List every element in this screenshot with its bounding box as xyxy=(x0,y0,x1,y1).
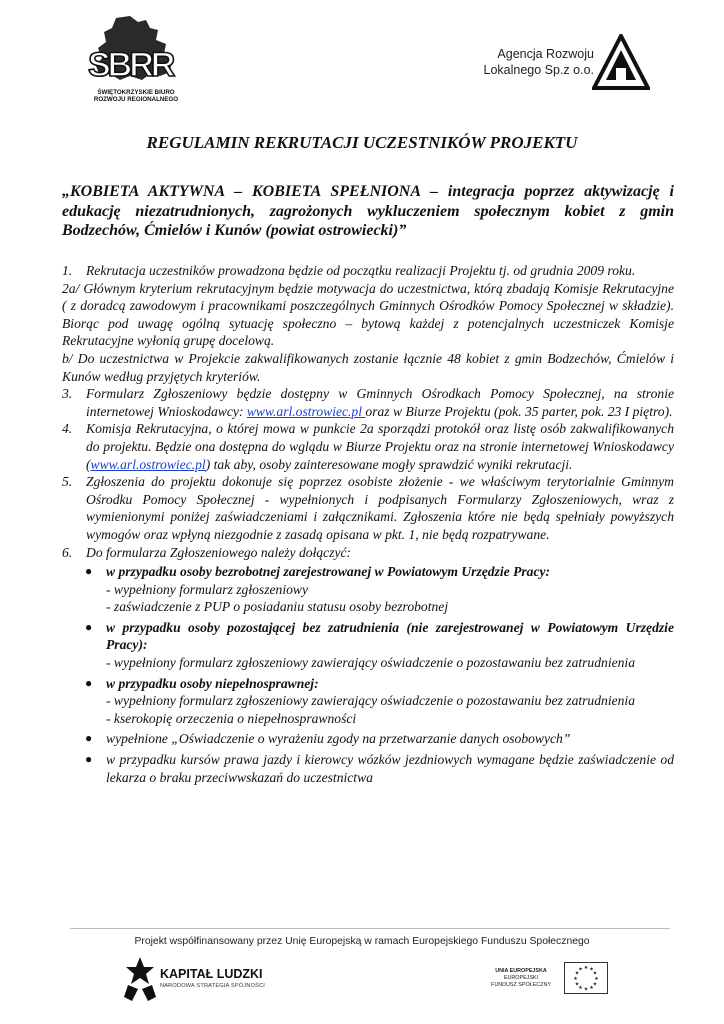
bullet-icon: ● xyxy=(85,731,93,746)
attachments-list xyxy=(62,563,674,786)
bullet-text: w przypadku kursów prawa jazdy i kierowcy wózków jezdniowych wymagane będzie zaświadczenie od lekarza o braku przeciwwskazań do uczestnictwa xyxy=(106,752,674,785)
bullet-subitem: - wypełniony formularz zgłoszeniowy zawierający oświadczenie o pozostawaniu bez zatrudnienia xyxy=(106,693,636,709)
list-item: 2a/ Głównym kryterium rekrutacyjnym będzie motywacja do uczestnictwa, którą zbadają Komisje Rekrutacyjne ( z doradcą zawodowym i pracownikami poszczególnych Gminnych Ośrodków Pomocy Społecznej w składzie). Biorąc pod uwagę ogólną sytuację społeczno – bytową każdej z potencjalnych uczestniczek Komisje Rekrutacyjne wyłonią grupę docelową. xyxy=(62,280,674,349)
svg-text:★: ★ xyxy=(592,970,598,977)
svg-text:★: ★ xyxy=(574,981,580,988)
bullet-heading: w przypadku osoby pozostającej bez zatrudnienia (nie zarejestrowanej w Powiatowym Urzędzie Pracy): xyxy=(106,619,674,653)
regulations-body xyxy=(62,262,674,789)
bullet-icon: ● xyxy=(85,752,93,767)
item-number: 3. xyxy=(62,386,73,402)
bullet-item xyxy=(85,619,674,672)
svg-text:★: ★ xyxy=(583,986,589,993)
item-text: Formularz Zgłoszeniowy będzie dostępny w Gminnych Ośrodkach Pomocy Społecznej, na stronie internetowej Wnioskodawcy: xyxy=(86,386,674,419)
item-number: 5. xyxy=(62,474,73,490)
item-text: Do formularza Zgłoszeniowego należy dołączyć: xyxy=(86,544,352,560)
arl-line1: Agencja Rozwoju xyxy=(497,47,594,61)
website-link[interactable]: www.arl.ostrowiec.pl xyxy=(90,456,206,472)
sbrr-subtitle-line2: ROZWOJU REGIONALNEGO xyxy=(93,96,179,104)
list-item xyxy=(62,544,674,562)
cofinance-note: Projekt współfinansowany przez Unię Europejską w ramach Europejskiego Funduszu Społecznego xyxy=(134,936,590,947)
bullet-icon: ● xyxy=(85,675,93,690)
eu-flag-icon xyxy=(564,962,608,994)
footer-divider xyxy=(70,928,670,929)
list-item xyxy=(62,385,674,420)
bullet-subitem: - kserokopię orzeczenia o niepełnosprawności xyxy=(106,710,357,726)
bullet-item xyxy=(85,675,674,728)
kl-title: KAPITAŁ LUDZKI xyxy=(160,967,263,981)
sbrr-subtitle-line1: ŚWIĘTOKRZYSKIE BIURO xyxy=(97,89,175,96)
sbrr-subtitle xyxy=(90,89,182,104)
item-text: ) tak aby, osoby zainteresowane mogły sprawdzić wyniki rekrutacji. xyxy=(205,456,573,472)
item-text: Zgłoszenia do projektu dokonuje się poprzez osobiste złożenie - we właściwym terytorialnie Gminnym Ośrodku Pomocy Społecznej - wypełnionych i podpisanych Formularzy Zgłoszeniowych, wraz z wymienionymi poniżej zaświadczeniami i załącznikami. Zgłoszenia które nie będą spełniały powyższych wymogów oraz wpłyną niezgodnie z zasadą opisana w pkt. 1, nie będą rozpatrywane. xyxy=(86,474,674,542)
arl-triangle-icon xyxy=(592,34,650,90)
list-item xyxy=(62,473,674,543)
bullet-item xyxy=(85,563,674,616)
bullet-heading: w przypadku osoby bezrobotnej zarejestrowanej w Powiatowym Urzędzie Pracy: xyxy=(106,564,551,580)
sbrr-logo-text: SBRR xyxy=(88,46,173,84)
bullet-item xyxy=(85,730,674,748)
svg-text:★: ★ xyxy=(583,965,589,971)
svg-text:★: ★ xyxy=(578,985,583,991)
kapital-ludzki-logo xyxy=(122,955,292,1005)
svg-text:★: ★ xyxy=(578,966,583,973)
arl-logo-text xyxy=(482,46,594,78)
arl-line2: Lokalnego Sp.z o.o. xyxy=(483,63,594,77)
kapital-ludzki-icon xyxy=(122,955,158,1003)
list-item xyxy=(62,420,674,473)
eu-text xyxy=(482,968,560,989)
bullet-subitem: - wypełniony formularz zgłoszeniowy xyxy=(106,581,309,597)
svg-text:★: ★ xyxy=(594,976,599,982)
project-name: „KOBIETA AKTYWNA – KOBIETA SPEŁNIONA – integracja poprzez aktywizację i edukację niezatrudnionych, zagrożonych wykluczeniem społecznym kobiet z gmin Bodzechów, Ćmielów i Kunów (powiat ostrowiecki)” xyxy=(62,183,674,239)
bullet-subitem: - wypełniony formularz zgłoszeniowy zawierający oświadczenie o pozostawaniu bez zatrudnienia xyxy=(106,655,636,671)
eu-line1: UNIA EUROPEJSKA xyxy=(495,968,547,974)
svg-text:★: ★ xyxy=(589,985,594,991)
bullet-heading: w przypadku osoby niepełnosprawnej: xyxy=(106,675,319,691)
bullet-text: wypełnione „Oświadczenie o wyrażeniu zgody na przetwarzanie danych osobowych” xyxy=(106,731,571,747)
bullet-item xyxy=(85,751,674,786)
svg-text:★: ★ xyxy=(589,966,594,973)
eu-logo xyxy=(482,962,612,996)
document-title: REGULAMIN REKRUTACJI UCZESTNIKÓW PROJEKTU xyxy=(146,133,578,152)
list-item xyxy=(62,262,674,280)
item-number: 6. xyxy=(62,544,73,560)
svg-text:★: ★ xyxy=(574,970,580,977)
item-text: oraz w Biurze Projektu (pok. 35 parter, pok. 23 I piętro). xyxy=(365,403,673,419)
svg-text:★: ★ xyxy=(592,981,598,988)
bullet-icon: ● xyxy=(85,564,93,579)
sbrr-logo xyxy=(86,14,178,106)
item-number: 4. xyxy=(62,421,73,437)
kl-subtitle: NARODOWA STRATEGIA SPÓJNOŚCI xyxy=(160,983,266,989)
list-item: b/ Do uczestnictwa w Projekcie zakwalifikowanych zostanie łącznie 48 kobiet z gmin Bodzechów, Ćmielów i Kunów według przyjętych kryteriów. xyxy=(62,350,674,384)
bullet-subitem: - zaświadczenie z PUP o posiadaniu statusu osoby bezrobotnej xyxy=(106,599,449,615)
item-number: 1. xyxy=(62,263,73,278)
eu-line2: EUROPEJSKI xyxy=(503,975,539,981)
eu-line3: FUNDUSZ SPOŁECZNY xyxy=(491,982,551,988)
item-text: Komisja Rekrutacyjna, o której mowa w punkcie 2a sporządzi protokół oraz listę osób zakwalifikowanych do projektu. Będzie ona dostępna do wglądu w Biurze Projektu oraz na stronie internetowej Wnioskodawcy ( xyxy=(86,421,674,472)
svg-text:★: ★ xyxy=(573,976,578,982)
website-link[interactable]: www.arl.ostrowiec.pl xyxy=(246,403,366,419)
arl-logo xyxy=(482,34,652,90)
item-text: Rekrutacja uczestników prowadzona będzie od początku realizacji Projektu tj. od grudnia 2009 roku. xyxy=(86,263,636,278)
bullet-icon: ● xyxy=(85,619,93,634)
